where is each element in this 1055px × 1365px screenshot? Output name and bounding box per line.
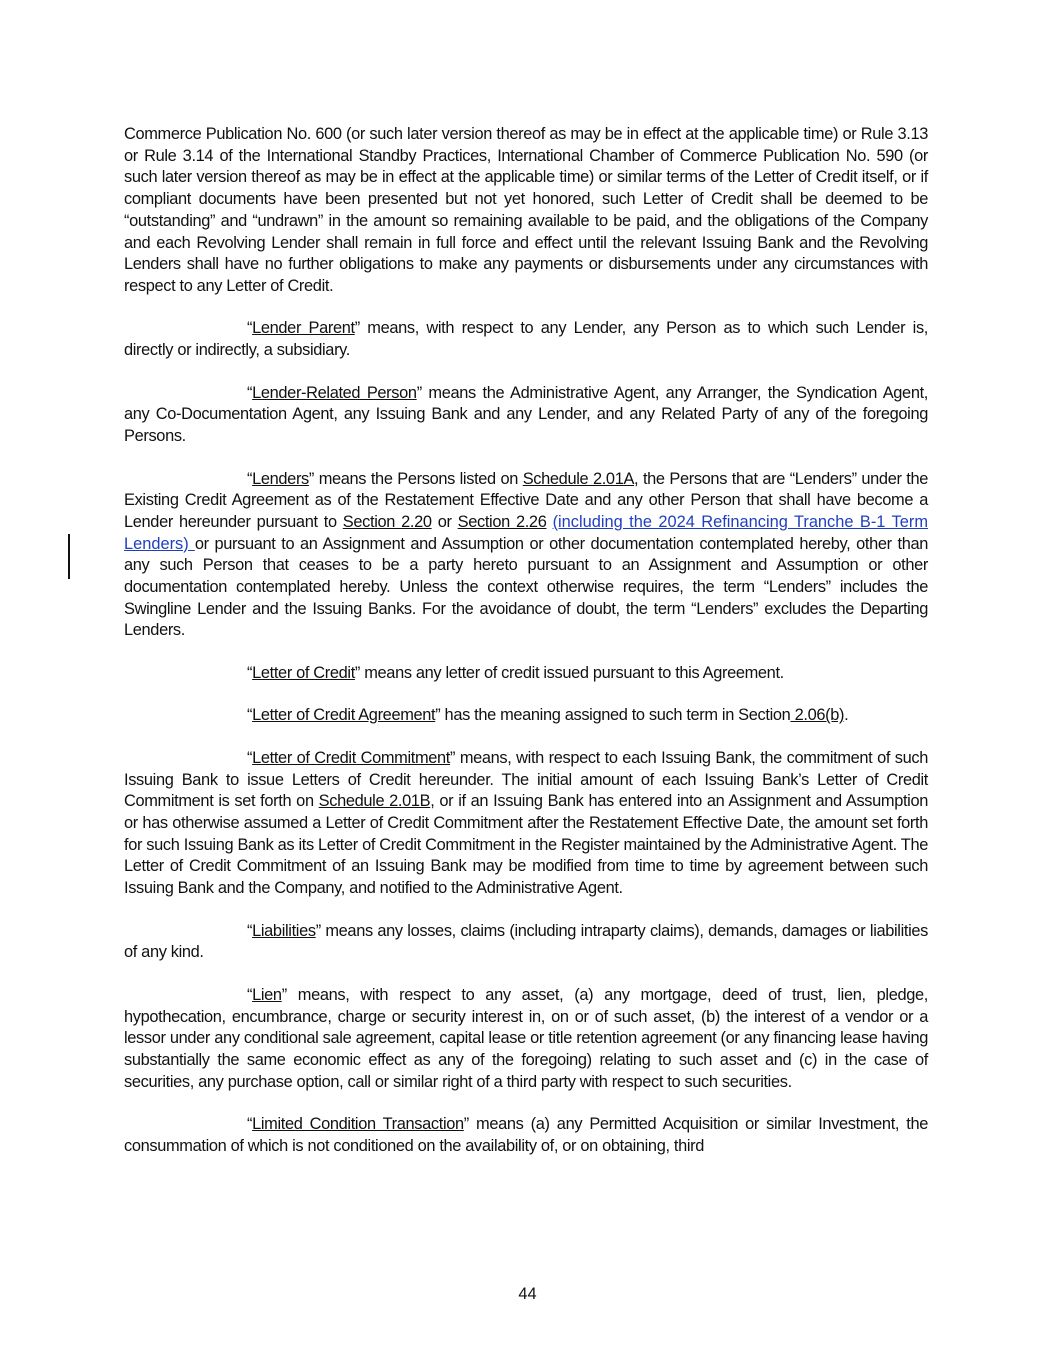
open-quote: “ [247, 469, 253, 488]
definition-limited-condition-transaction [124, 1114, 928, 1157]
defined-term: Lender Parent [252, 319, 355, 338]
section-reference: 2.06(b) [790, 706, 845, 725]
paragraph-text: Commerce Publication No. 600 (or such later version thereof as may be in effect at the applicable time) or Rule 3.13 or Rule 3.14 of the International Standby Practices, International Chamber of Commerce Publication No. 590 (or such later version thereof as may be in effect at the applicable time) or similar terms of the Letter of Credit itself, or if compliant documents have been presented but not yet honored, such Letter of Credit shall be deemed to be “outstanding” and “undrawn” in the amount so remaining available to be paid, and the obligations of the Company and each Revolving Lender shall remain in full force and effect until the relevant Issuing Bank and the Revolving Lenders shall have no further obligations to make any payments or disbursements under any circumstances with respect to any Letter of Credit. [124, 125, 928, 295]
definition-text: ” means, with respect to each Issuing Bank, the commitment of such Issuing Bank to issue Letters of Credit hereunder. The initial amount of each Issuing Bank’s Letter of Credit Commitment is set forth on [124, 748, 928, 811]
definition-text: or [431, 512, 458, 531]
definition-letter-of-credit-agreement [124, 705, 928, 727]
defined-term: Lender-Related Person [252, 383, 417, 402]
definition-text: , or if an Issuing Bank has entered into an Assignment and Assumption or has otherwise assumed a Letter of Credit Commitment after the Restatement Effective Date, the amount set forth for such Issuing Bank as its Letter of Credit Commitment in the Register maintained by the Administrative Agent. The Letter of Credit Commitment of an Issuing Bank may be modified from time to time by agreement between such Issuing Bank and the Company, and notified to the Administrative Agent. [124, 792, 928, 898]
open-quote: “ [247, 706, 253, 725]
defined-term: Lien [252, 985, 282, 1004]
section-reference: Section 2.26 [457, 512, 547, 531]
definition-text: . [844, 706, 849, 725]
definition-lenders [124, 469, 928, 643]
section-reference: Section 2.20 [342, 512, 432, 531]
open-quote: “ [247, 319, 253, 338]
open-quote: “ [247, 985, 253, 1004]
definition-text: ” means any letter of credit issued pursuant to this Agreement. [354, 663, 784, 682]
definition-text: ” means, with respect to any asset, (a) any mortgage, deed of trust, lien, pledge, hypothecation, encumbrance, charge or security interest in, on or of such asset, (b) the interest of a vendor or a lessor under any conditional sale agreement, capital lease or title retention agreement (or any financing lease having substantially the same economic effect as any of the foregoing) relating to such asset and (c) in the case of securities, any purchase option, call or similar right of a third party with respect to such securities. [124, 985, 928, 1091]
open-quote: “ [247, 748, 253, 767]
definition-text: ” means the Administrative Agent, any Arranger, the Syndication Agent, any Co-Documentation Agent, any Issuing Bank and any Lender, and any Related Party of any of the foregoing Persons. [124, 383, 928, 446]
definition-text: , the Persons that are “Lenders” under the Existing Credit Agreement as of the Restatement Effective Date and any other Person that shall have become a Lender hereunder pursuant to [124, 469, 928, 531]
defined-term: Liabilities [252, 921, 316, 940]
open-quote: “ [247, 383, 253, 402]
defined-term: Lenders [252, 469, 309, 488]
page-number: 44 [518, 1285, 537, 1303]
definition-text: ” means, with respect to any Lender, any Person as to which such Lender is, directly or indirectly, a subsidiary. [124, 319, 928, 360]
definition-text: ” means any losses, claims (including intraparty claims), demands, damages or liabilities of any kind. [124, 921, 928, 962]
definition-text: ” has the meaning assigned to such term in Section [435, 706, 791, 725]
schedule-reference: Schedule 2.01B [318, 792, 431, 811]
paragraph-loc-continuation [124, 124, 928, 298]
definition-text: ” means (a) any Permitted Acquisition or similar Investment, the consummation of which is not conditioned on the availability of, or on obtaining, third [124, 1115, 928, 1155]
defined-term: Letter of Credit Agreement [252, 706, 436, 725]
definition-liabilities [124, 921, 928, 964]
defined-term: Limited Condition Transaction [252, 1115, 464, 1134]
definition-lender-parent [124, 318, 928, 361]
definition-text: or pursuant to an Assignment and Assumption or other documentation contemplated hereby, other than any such Person that ceases to be a party hereto pursuant to an Assignment and Assumption or other documentation contemplated hereby. Unless the context otherwise requires, the term “Lenders” includes the Swingline Lender and the Issuing Banks. For the avoidance of doubt, the term “Lenders” excludes the Departing Lenders. [124, 534, 929, 640]
definition-lender-related-person [124, 383, 928, 448]
definition-lien [124, 985, 928, 1094]
schedule-reference: Schedule 2.01A [522, 469, 635, 488]
inserted-text: (including the 2024 Refinancing Tranche B-1 Term Lenders) [124, 512, 928, 553]
definition-letter-of-credit-commitment [124, 748, 928, 900]
open-quote: “ [247, 663, 253, 682]
definition-letter-of-credit [124, 663, 928, 685]
document-page [124, 124, 928, 1178]
definition-text: ” means the Persons listed on [308, 469, 523, 488]
defined-term: Letter of Credit [252, 663, 355, 682]
change-bar [68, 534, 70, 579]
open-quote: “ [247, 921, 253, 940]
defined-term: Letter of Credit Commitment [252, 748, 451, 767]
open-quote: “ [247, 1115, 253, 1134]
